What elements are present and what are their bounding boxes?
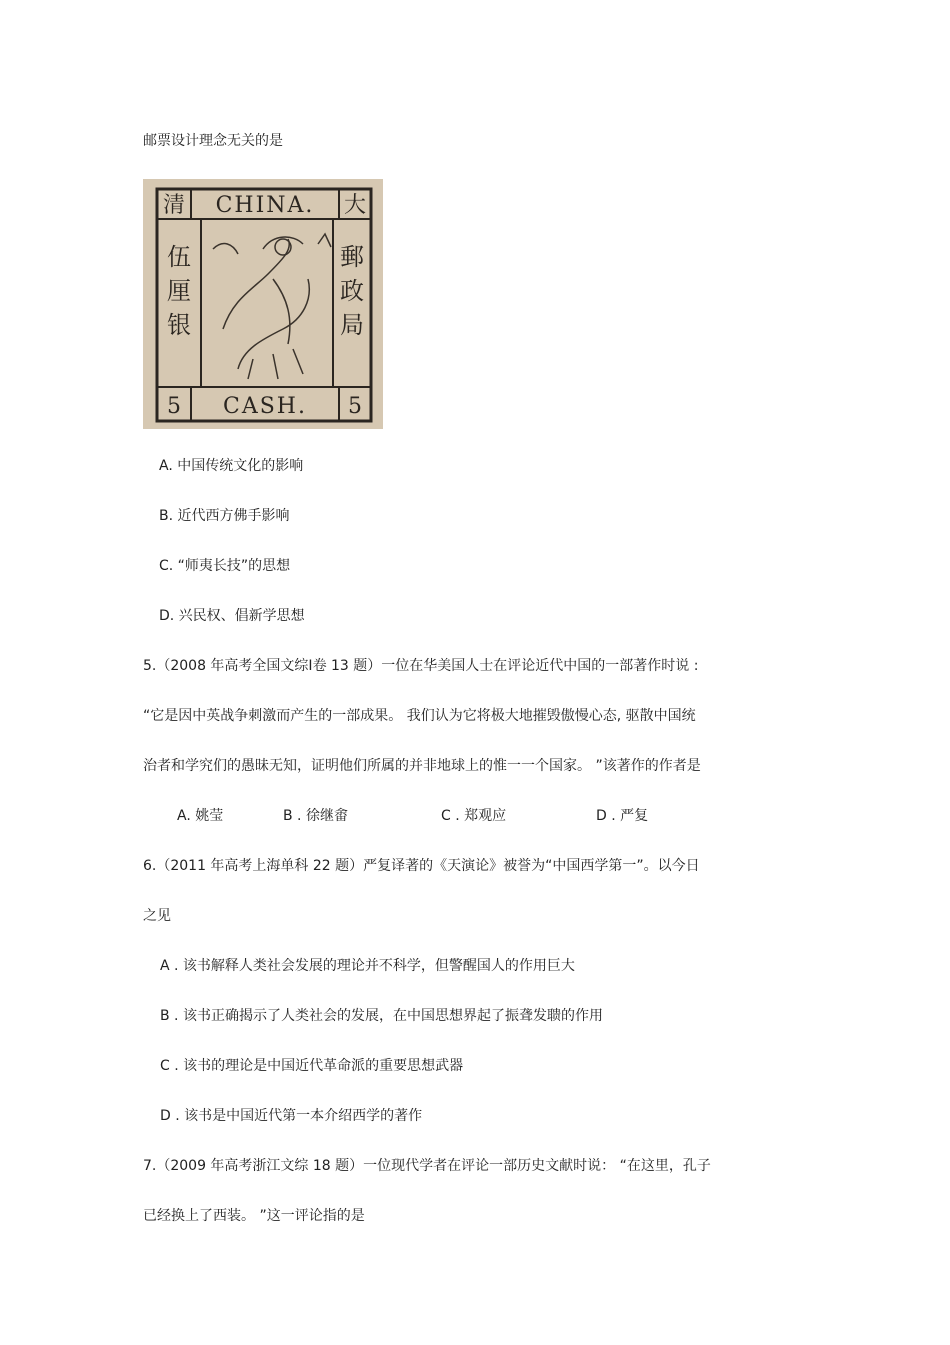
stamp-left-char-1: 伍: [167, 243, 191, 271]
q7-line-1: 7.（2009 年高考浙江文综 18 题）一位现代学者在评论一部历史文献时说： “在这里，孔子: [143, 1158, 711, 1174]
stamp-bottom-right: 5: [348, 394, 362, 419]
stamp-right-char-2: 政: [340, 277, 364, 305]
q4-option-c: C. “师夷长技”的思想: [159, 558, 291, 574]
q5-option-c: C . 郑观应: [441, 808, 507, 824]
stamp-right-char-3: 局: [340, 311, 364, 339]
stamp-left-char-3: 银: [167, 311, 191, 339]
q5-option-a: A. 姚莹: [177, 808, 224, 824]
q5-option-b: B . 徐继畬: [283, 808, 348, 824]
stamp-top-text: CHINA.: [215, 193, 315, 218]
q7-line-2: 已经换上了西装。 ”这一评论指的是: [143, 1208, 365, 1224]
stamp-bottom-text: CASH.: [223, 394, 307, 419]
stamp-image: [143, 179, 383, 429]
q6-option-d: D . 该书是中国近代第一本介绍西学的著作: [160, 1108, 423, 1124]
q5-line-2: “它是因中英战争刺激而产生的一部成果。 我们认为它将极大地摧毁傲慢心态, 驱散中国统: [143, 708, 696, 724]
stamp-left-char-2: 厘: [167, 277, 191, 305]
question-stem-q4: 邮票设计理念无关的是: [143, 133, 283, 149]
q6-option-b: B . 该书正确揭示了人类社会的发展，在中国思想界起了振聋发聩的作用: [160, 1008, 603, 1024]
q6-option-c: C . 该书的理论是中国近代革命派的重要思想武器: [160, 1058, 464, 1074]
q5-line-1: 5.（2008 年高考全国文综Ⅰ卷 13 题）一位在华美国人士在评论近代中国的一部著作时说 :: [143, 658, 699, 674]
q4-option-a: A. 中国传统文化的影响: [159, 458, 304, 474]
q6-option-a: A . 该书解释人类社会发展的理论并不科学，但警醒国人的作用巨大: [160, 958, 575, 974]
stamp-top-left: 清: [162, 193, 186, 218]
stamp-top-right: 大: [343, 193, 367, 218]
stamp-right-char-1: 郵: [340, 243, 364, 271]
q5-line-3: 治者和学究们的愚昧无知，证明他们所属的并非地球上的惟一一个国家。 ”该著作的作者是: [143, 758, 701, 774]
stamp-bottom-left: 5: [167, 394, 181, 419]
q6-line-2: 之见: [143, 908, 171, 924]
q6-line-1: 6.（2011 年高考上海单科 22 题）严复译著的《天演论》被誉为“中国西学第一”。以今日: [143, 858, 700, 874]
q5-option-d: D . 严复: [596, 808, 649, 824]
q4-option-d: D. 兴民权、倡新学思想: [159, 608, 305, 624]
q4-option-b: B. 近代西方佛手影响: [159, 508, 290, 524]
